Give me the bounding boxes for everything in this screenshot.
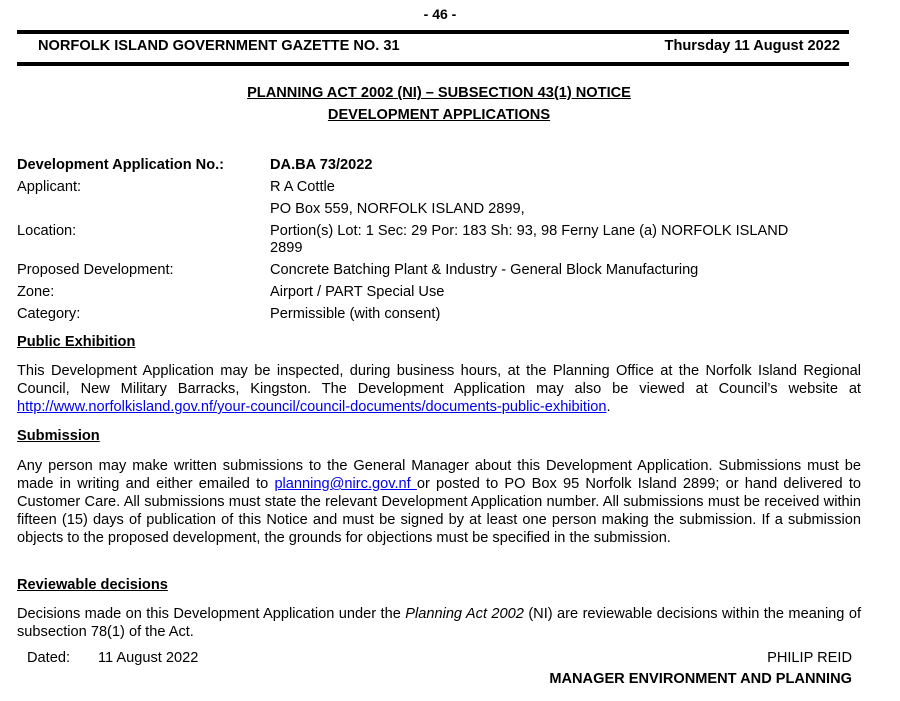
dated-value: 11 August 2022 [98, 650, 199, 666]
reviewable-heading: Reviewable decisions [17, 577, 168, 593]
notice-title: PLANNING ACT 2002 (NI) – SUBSECTION 43(1) NOTICE [247, 85, 631, 101]
signatory-role: MANAGER ENVIRONMENT AND PLANNING [549, 671, 852, 687]
exhibition-link[interactable]: http://www.norfolkisland.gov.nf/your-council/council-documents/documents-public-exhibition [17, 399, 607, 415]
submission-body-end: or posted to PO Box 95 Norfolk Island 2899; or hand delivered to Customer Care. All submissions must state the relevant Development Application number. All submissions must be received within fifteen (15) days of publication of this Notice and must be signed by at least one person making the submission. If a submission objects to the proposed development, the grounds for objections must be specified in the submission. [17, 476, 861, 546]
public-exhibition-body: This Development Application may be inspected, during business hours, at the Planning Office at the Norfolk Island Regional Council, New Military Barracks, Kingston. The Development Application may also be viewed at Council’s website at [17, 363, 861, 397]
notice-subtitle: DEVELOPMENT APPLICATIONS [327, 107, 551, 123]
proposed-label: Proposed Development: [17, 262, 174, 278]
applicant-value: R A Cottle [270, 179, 335, 195]
public-exhibition-end: . [606, 399, 611, 415]
dated-label: Dated: [27, 650, 70, 666]
category-value: Permissible (with consent) [270, 306, 441, 322]
signatory-name: PHILIP REID [767, 650, 852, 666]
applicant-label: Applicant: [17, 179, 82, 195]
applicant-address: PO Box 559, NORFOLK ISLAND 2899, [270, 201, 525, 217]
planning-email-link[interactable]: planning@nirc.gov.nf [274, 476, 417, 492]
submission-heading: Submission [17, 428, 100, 444]
location-label: Location: [17, 223, 77, 239]
gazette-date: Thursday 11 August 2022 [664, 38, 840, 54]
submission-text [17, 457, 861, 547]
app-no-label: Development Application No.: [17, 157, 225, 173]
zone-label: Zone: [17, 284, 55, 300]
public-exhibition-text [17, 362, 861, 416]
act-title: Planning Act 2002 [405, 606, 524, 622]
header-rule-top [17, 30, 849, 34]
location-value-line1: Portion(s) Lot: 1 Sec: 29 Por: 183 Sh: 93, 98 Ferny Lane (a) NORFOLK ISLAND [270, 223, 789, 239]
category-label: Category: [17, 306, 81, 322]
location-value-line2: 2899 [270, 240, 303, 256]
proposed-value: Concrete Batching Plant & Industry - General Block Manufacturing [270, 262, 699, 278]
submission-body-start: Any person may make written submissions to the General Manager about this Development Application. Submissions must be made in writing and either emailed to [17, 458, 861, 492]
reviewable-body-start: Decisions made on this Development Application under the [17, 606, 406, 622]
zone-value: Airport / PART Special Use [270, 284, 445, 300]
header-rule-bottom [17, 62, 849, 66]
page-number: - 46 - [423, 6, 457, 22]
reviewable-body-end: (NI) are reviewable decisions within the meaning of subsection 78(1) of the Act. [17, 606, 862, 640]
reviewable-text [17, 605, 861, 641]
gazette-title: NORFOLK ISLAND GOVERNMENT GAZETTE NO. 31 [38, 38, 400, 54]
public-exhibition-heading: Public Exhibition [17, 334, 136, 350]
app-no-value: DA.BA 73/2022 [270, 157, 373, 173]
